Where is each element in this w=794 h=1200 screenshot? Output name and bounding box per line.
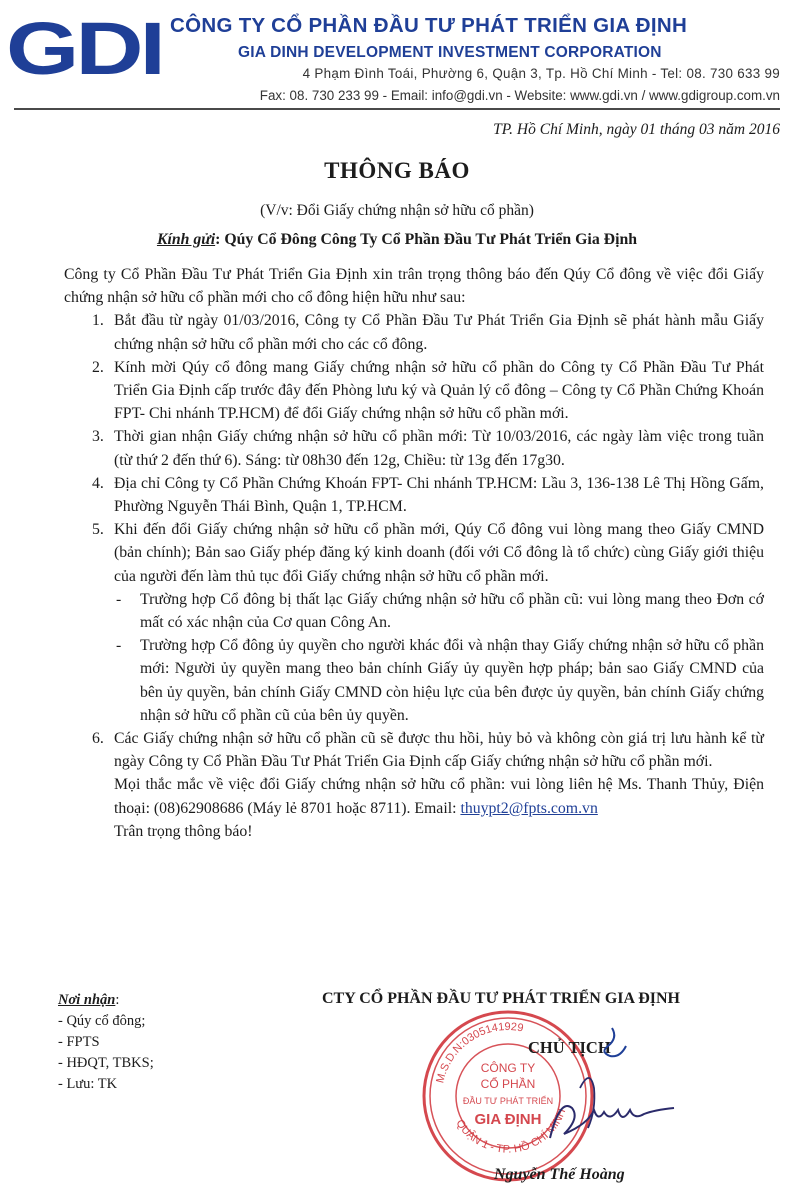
item-text: Bắt đầu từ ngày 01/03/2016, Công ty Cổ Phần Đầu Tư Phát Triển Gia Định sẽ phát hành mẫu Giấy chứng nhận sở hữu cổ phần mới cho các cổ đông.: [114, 312, 764, 353]
recipients-block: [58, 990, 154, 1095]
document-title: THÔNG BÁO: [324, 158, 470, 183]
stamp-line-2: CỔ PHẦN: [480, 1077, 536, 1091]
recipient-item: - FPTS: [58, 1034, 100, 1050]
company-contacts: Fax: 08. 730 233 99 - Email: info@gdi.vn - Website: www.gdi.vn / www.gdigroup.com.vn: [259, 88, 780, 103]
gdi-logo: [6, 14, 164, 80]
list-item: [64, 425, 764, 471]
stamp-line-1: CÔNG TY: [480, 1061, 536, 1075]
recipient-item: - Lưu: TK: [58, 1076, 118, 1092]
sub-item-text: Trường hợp Cổ đông ủy quyền cho người khác đổi và nhận thay Giấy chứng nhận sở hữu cổ phần mới: Người ủy quyền mang theo bản chính Giấy ủy quyền hợp pháp; bản sao Giấy CMND của bên ủy quyền, bản chính Giấy CMND còn hiệu lực của bên được ủy quyền, bản chính Giấy chứng nhận sở hữu cổ phần cũ của bên ủy quyền.: [140, 637, 764, 724]
item-text: Thời gian nhận Giấy chứng nhận sở hữu cổ phần mới: Từ 10/03/2016, các ngày làm việc trong tuần (từ thứ 2 đến thứ 6). Sáng: từ 08h30 đến 12g, Chiều: từ 13g đến 17g30.: [114, 428, 764, 469]
item-number: 1.: [92, 312, 104, 330]
stamp-line-3: ĐẦU TƯ PHÁT TRIỂN: [462, 1096, 554, 1106]
item-number: 2.: [92, 358, 104, 376]
list-item: [64, 727, 764, 773]
dateline: TP. Hồ Chí Minh, ngày 01 tháng 03 năm 2016: [493, 121, 780, 138]
sub-list-item: [64, 588, 764, 634]
sub-list: [64, 588, 764, 727]
list-item: [64, 356, 764, 426]
recipient-item: - Qúy cổ đông;: [58, 1013, 146, 1029]
contact-email-link[interactable]: thuypt2@fpts.com.vn: [460, 799, 598, 817]
item-text: Khi đến đổi Giấy chứng nhận sở hữu cổ phần mới, Qúy Cổ đông vui lòng mang theo Giấy CMND (bản chính); Bản sao Giấy phép đăng ký kinh doanh (đối với Cổ đông là tổ chức) cùng Giấy giới thiệu của người đến làm thủ tục đổi Giấy chứng nhận sở hữu cổ phần mới.: [114, 521, 764, 585]
contact-note: [64, 773, 764, 819]
handwritten-signature-icon: [540, 1020, 700, 1170]
item-text: Các Giấy chứng nhận sở hữu cổ phần cũ sẽ được thu hồi, hủy bỏ và không còn giá trị lưu hành kể từ ngày Công ty Cổ Phần Đầu Tư Phát Triển Gia Định cấp Giấy chứng nhận sở hữu cổ phần mới.: [114, 730, 764, 771]
stamp-code: M.S.D.N:0305141929: [434, 1020, 525, 1085]
stamp-line-4: GIA ĐỊNH: [474, 1111, 542, 1128]
header-divider: [14, 108, 780, 110]
item-number: 3.: [92, 428, 104, 446]
document-body: [64, 263, 764, 843]
item-number: 5.: [92, 521, 104, 539]
closing-line: Trân trọng thông báo!: [114, 822, 253, 840]
intro-paragraph: Công ty Cổ Phần Đầu Tư Phát Triển Gia Định xin trân trọng thông báo đến Qúy Cổ đông về việc đổi Giấy chứng nhận sở hữu cổ phần mới cho cổ đông hiện hữu như sau:: [64, 266, 764, 307]
recipients-heading-text: Nơi nhận: [58, 992, 116, 1008]
company-name-vn: CÔNG TY CỔ PHẦN ĐẦU TƯ PHÁT TRIỂN GIA ĐỊNH: [170, 14, 688, 37]
recipient-item: - HĐQT, TBKS;: [58, 1055, 154, 1071]
company-address: 4 Phạm Đình Toái, Phường 6, Quận 3, Tp. Hồ Chí Minh - Tel: 08. 730 633 99: [302, 66, 780, 81]
signatory-role: CHỦ TỊCH: [528, 1038, 611, 1057]
list-item: [64, 472, 764, 518]
sub-item-dash: -: [116, 590, 122, 608]
signatory-company: CTY CỔ PHẦN ĐẦU TƯ PHÁT TRIỂN GIA ĐỊNH: [322, 990, 680, 1007]
signatory-name: Nguyễn Thế Hoàng: [494, 1166, 625, 1183]
logo-text: GDI: [6, 14, 162, 80]
greeting-label: Kính gửi: [156, 231, 216, 248]
numbered-list: [64, 309, 764, 587]
item-number: 6.: [92, 730, 104, 748]
list-item: [64, 518, 764, 588]
item-number: 4.: [92, 474, 104, 492]
company-name-en: GIA DINH DEVELOPMENT INVESTMENT CORPORATION: [238, 44, 662, 61]
sub-item-text: Trường hợp Cổ đông bị thất lạc Giấy chứng nhận sở hữu cổ phần cũ: vui lòng mang theo Đơn cớ mất có xác nhận của Cơ quan Công An.: [140, 590, 764, 632]
list-item: [64, 309, 764, 355]
item-text: Địa chỉ Công ty Cổ Phần Chứng Khoán FPT- Chi nhánh TP.HCM: Lầu 3, 136-138 Lê Thị Hồng Gấm, Phường Nguyễn Thái Bình, Quận 1, TP.HCM.: [114, 474, 764, 516]
recipients-heading: Nơi nhận:: [58, 992, 120, 1008]
contact-note-text: Mọi thắc mắc về việc đổi Giấy chứng nhận sở hữu cổ phần: vui lòng liên hệ Ms. Thanh Thủy, Điện thoại: (08)62908686 (Máy lẻ 8701 hoặc 8711). Email:: [114, 776, 764, 817]
sub-list-item: [64, 634, 764, 727]
sub-item-dash: -: [116, 637, 122, 655]
greeting: [0, 231, 794, 249]
document-subject: (V/v: Đổi Giấy chứng nhận sở hữu cổ phần): [260, 202, 534, 219]
item-text: Kính mời Qúy cổ đông mang Giấy chứng nhận sở hữu cổ phần do Công ty Cổ Phần Đầu Tư Phát Triển Gia Định cấp trước đây đến Phòng lưu ký và Quản lý cổ đông – Công ty Cổ Phần Chứng Khoán FPT- Chi nhánh TP.HCM) để đổi Giấy chứng nhận sở hữu cổ phần mới.: [114, 358, 764, 423]
stamp-bottom-text: QUẬN 1 - TP. HỒ CHÍ MINH: [453, 1107, 569, 1156]
numbered-list-continued: [64, 727, 764, 773]
greeting-text: : Qúy Cổ Đông Công Ty Cổ Phần Đầu Tư Phát Triển Gia Định: [215, 231, 638, 248]
